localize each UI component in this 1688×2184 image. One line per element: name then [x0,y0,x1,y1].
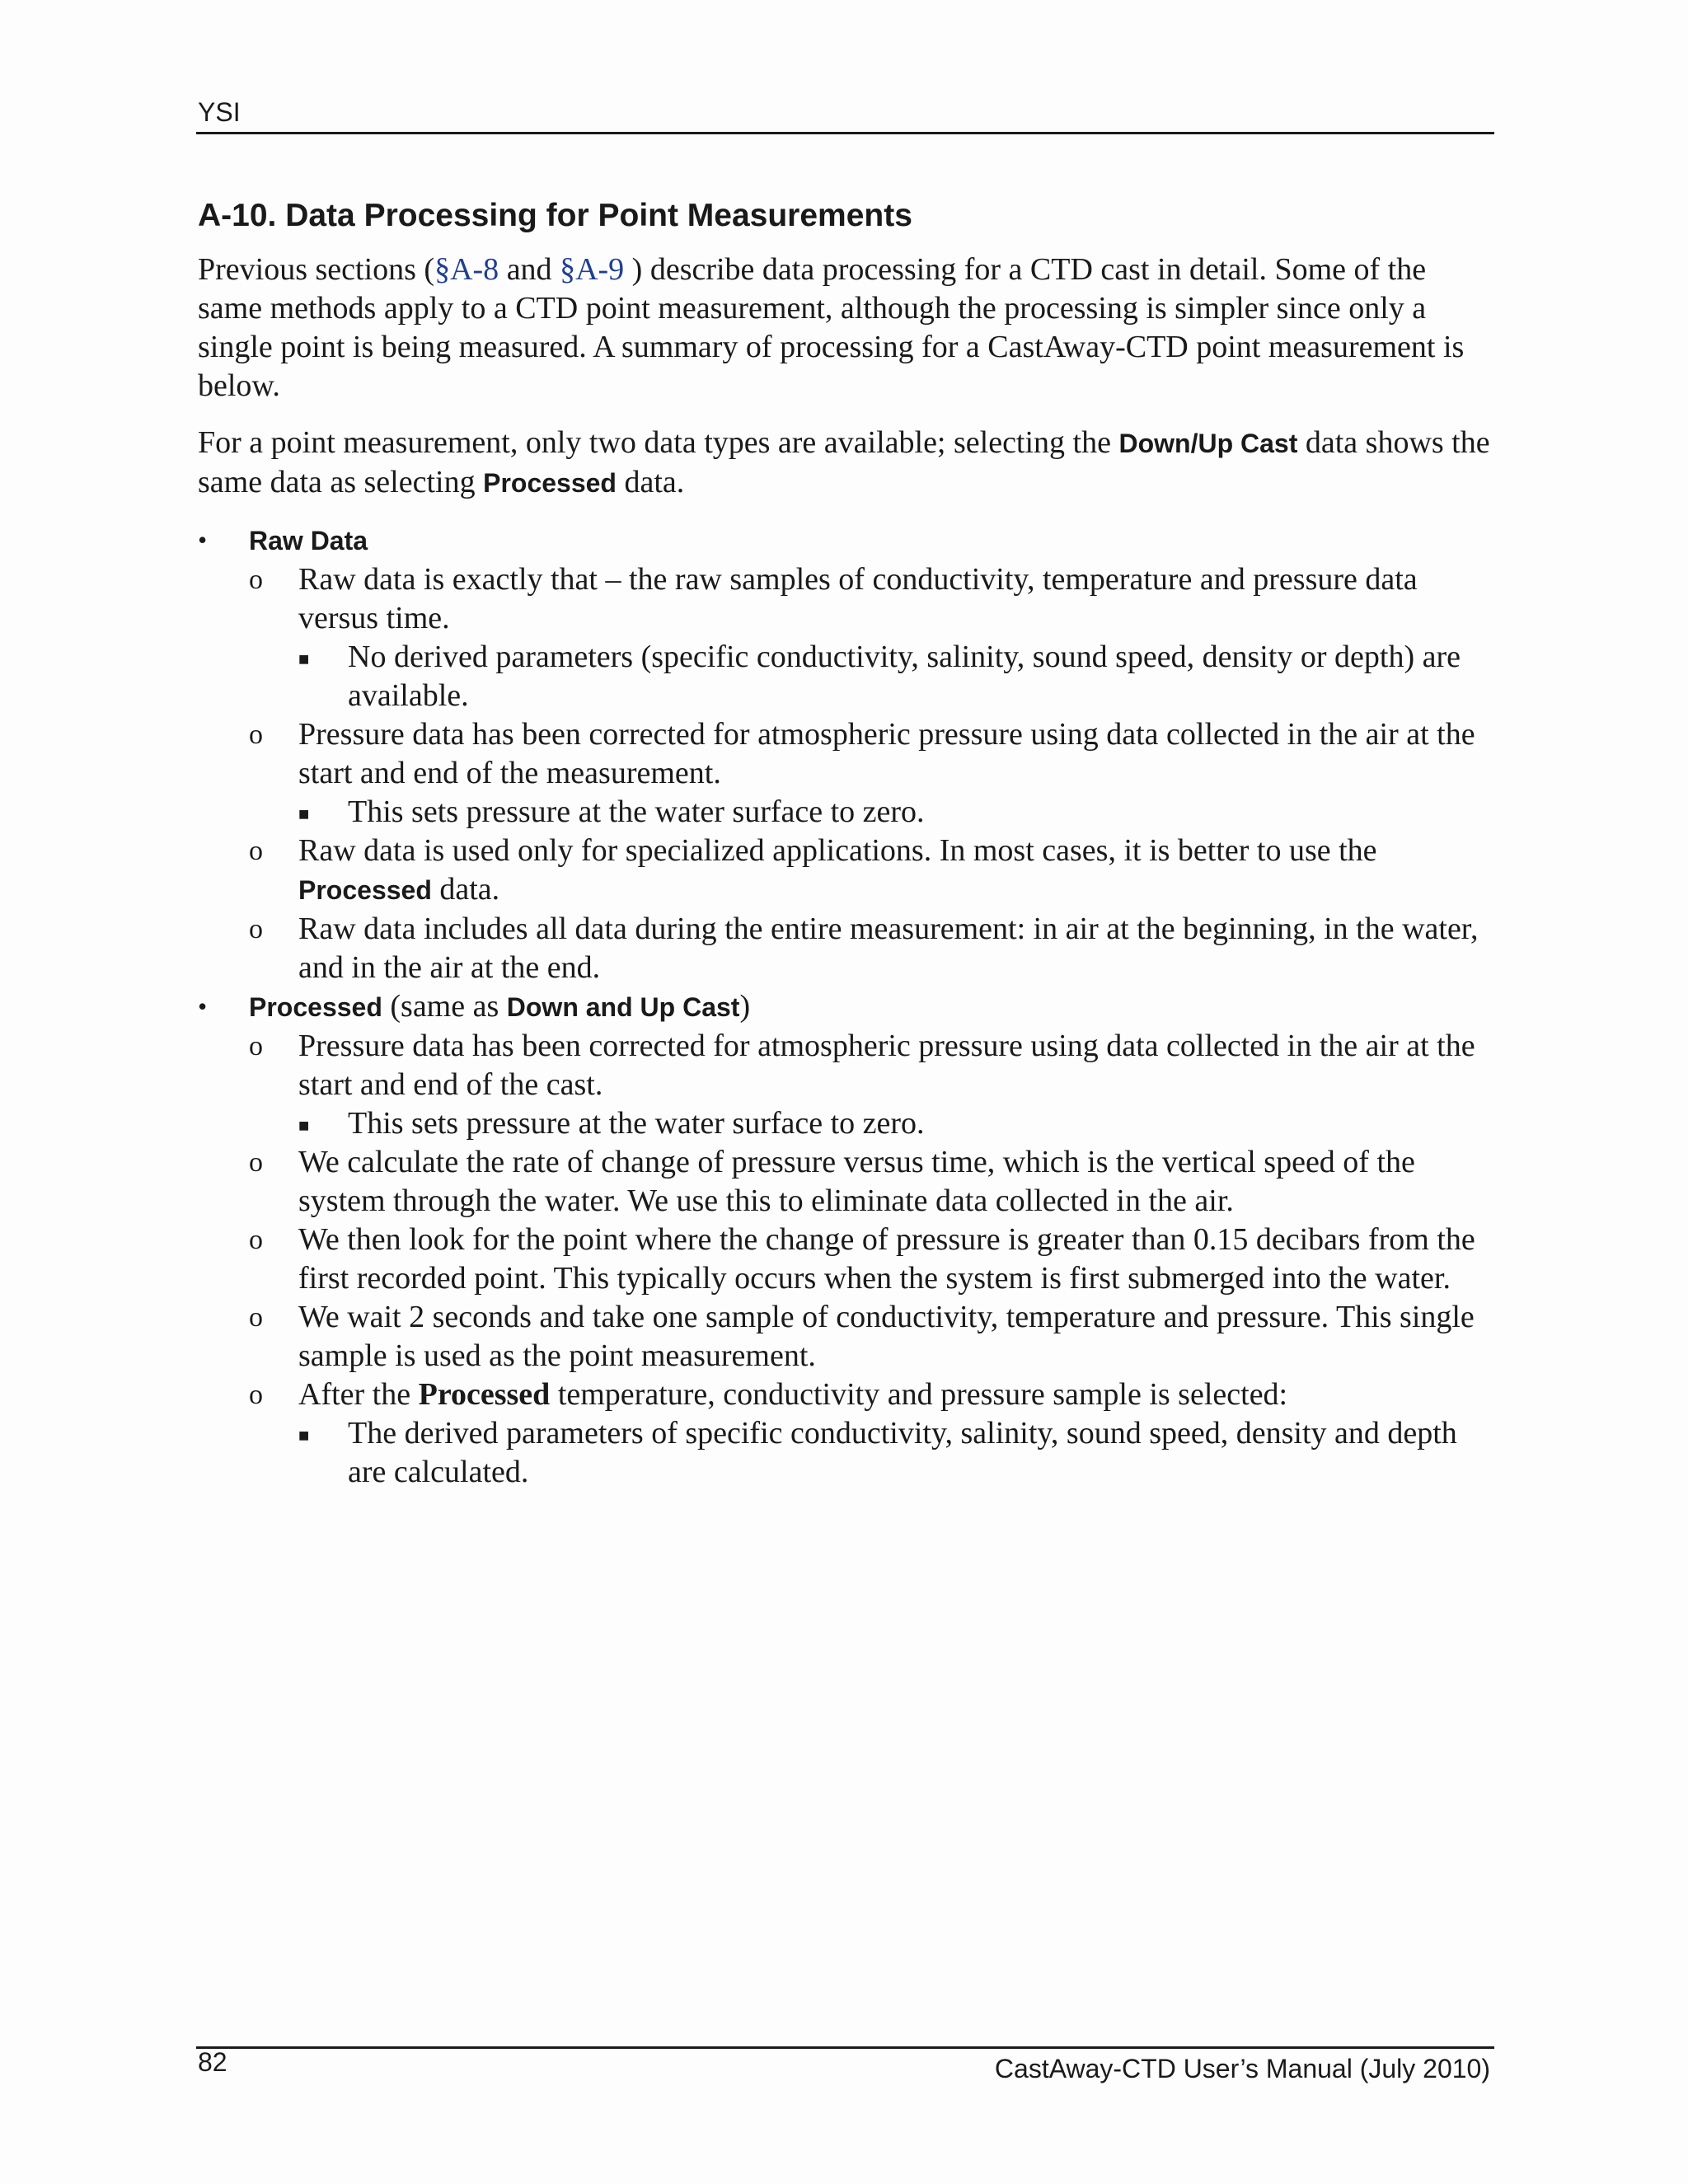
footer-rule [196,2046,1494,2049]
term-down-and-up-cast: Down and Up Cast [506,992,740,1022]
list-item [298,638,1496,715]
bullet-circle: o [249,1225,263,1255]
raw-item-3-text-a: Raw data is used only for specialized applications. In most cases, it is better to use the [298,833,1377,868]
raw-item-1-sublist [298,638,1496,715]
processed-item-1-sublist [298,1104,1496,1143]
bullet-circle: o [249,1147,263,1178]
bullet-dot: • [198,525,208,555]
list-item [298,1414,1496,1492]
bullet-square: ■ [298,1425,310,1446]
bullet-circle: o [249,1031,263,1062]
section-title: A-10. Data Processing for Point Measurements [198,198,912,233]
term-processed: Processed [298,875,432,905]
list-item [298,793,1496,832]
processed-sublist [249,1027,1496,1492]
intro-text-b: and [499,252,560,287]
processed-heading-text-b: ) [739,989,751,1024]
processed-item-2: We calculate the rate of change of pressure versus time, which is the vertical speed of the system through the water. We use this to eliminate data collected in the air. [298,1145,1415,1218]
raw-item-1: Raw data is exactly that – the raw samples of conductivity, temperature and pressure data versus time. [298,562,1418,635]
intro-paragraph [198,251,1496,405]
bullet-dot: • [198,991,208,1021]
list-item [249,1221,1496,1298]
list-item [249,1376,1496,1492]
list-item [249,1143,1496,1221]
term-down-up-cast: Down/Up Cast [1118,429,1298,458]
intro-text-a: Previous sections ( [198,252,435,287]
bullet-square: ■ [298,649,310,669]
raw-item-4: Raw data includes all data during the entire measurement: in air at the beginning, in the water, and in the air at the end. [298,912,1479,985]
list-item [249,715,1496,832]
list-item [249,1027,1496,1143]
list-item [249,1298,1496,1376]
bullet-square: ■ [298,1115,310,1136]
intro-text-c: ) describe data processing for a CTD cast in detail. Some of the same methods apply to a CTD point measurement, although the processing is simpler since only a single point is being measured. A summary of processing for a CastAway-CTD point measurement is below. [198,252,1465,403]
processed-item-4: We wait 2 seconds and take one sample of conductivity, temperature and pressure. This single sample is used as the point measurement. [298,1300,1475,1373]
term-processed-bold: Processed [418,1377,551,1412]
data-types-text-c: data. [616,465,685,499]
bullet-circle: o [249,719,263,750]
bullet-circle: o [249,1380,263,1410]
processed-item-5-text-b: temperature, conductivity and pressure sample is selected: [550,1377,1288,1412]
link-section-a9[interactable]: §A-9 [560,252,625,287]
raw-data-heading: Raw Data [249,526,368,555]
list-item [249,832,1496,910]
page-content [198,190,1496,1492]
page-number: 82 [198,2047,227,2077]
data-type-list [198,521,1496,1492]
raw-item-2-sublist [298,793,1496,832]
list-item-raw-data [198,521,1496,987]
processed-item-1-sub-1: This sets pressure at the water surface to zero. [348,1106,925,1141]
list-item [249,560,1496,715]
raw-item-2: Pressure data has been corrected for atmospheric pressure using data collected in the air at the start and end of the measurement. [298,717,1475,790]
link-section-a8[interactable]: §A-8 [434,252,499,287]
processed-heading-text-a: (same as [382,989,507,1024]
processed-item-5-sub-1: The derived parameters of specific conductivity, salinity, sound speed, density and depth are calculated. [348,1416,1457,1489]
bullet-circle: o [249,836,263,866]
bullet-circle: o [249,565,263,595]
header-label: YSI [198,97,241,127]
data-types-paragraph [198,424,1496,503]
raw-item-3-text-b: data. [431,872,500,907]
raw-data-sublist [249,560,1496,987]
processed-item-3: We then look for the point where the change of pressure is greater than 0.15 decibars from the first recorded point. This typically occurs when the system is first submerged into the water. [298,1222,1475,1296]
list-item-processed [198,987,1496,1492]
bullet-square: ■ [298,804,310,824]
header-rule [196,132,1494,134]
raw-item-1-sub-1: No derived parameters (specific conductivity, salinity, sound speed, density or depth) are available. [348,640,1461,713]
data-types-text-a: For a point measurement, only two data types are available; selecting the [198,425,1119,460]
bullet-circle: o [249,914,263,944]
data-types-text-b: data shows the same data as selecting [198,425,1490,499]
processed-item-5-text-a: After the [298,1377,419,1412]
bullet-circle: o [249,1302,263,1333]
processed-item-5-sublist [298,1414,1496,1492]
term-processed: Processed [483,468,617,498]
list-item [249,910,1496,987]
processed-item-1: Pressure data has been corrected for atmospheric pressure using data collected in the air at the start and end of the cast. [298,1029,1475,1102]
footer-manual-title: CastAway-CTD User’s Manual (July 2010) [994,2054,1490,2083]
processed-heading: Processed [249,992,382,1022]
list-item [298,1104,1496,1143]
raw-item-2-sub-1: This sets pressure at the water surface to zero. [348,794,925,829]
